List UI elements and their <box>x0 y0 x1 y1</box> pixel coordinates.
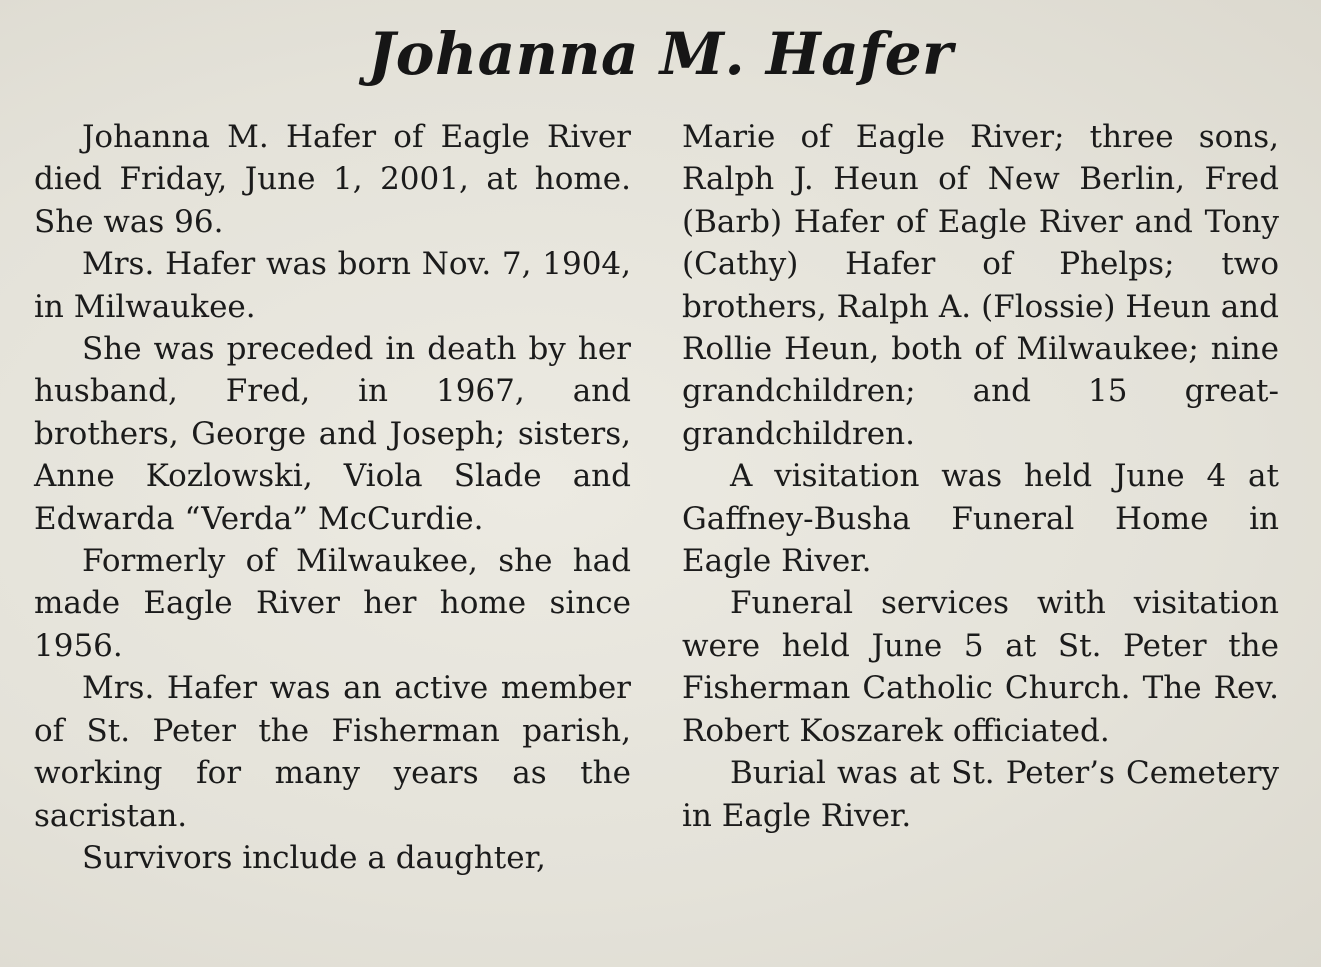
paragraph-visitation: A visitation was held June 4 at Gaffney-Busha Funeral Home in Eagle River. <box>682 458 1279 580</box>
paragraph-survivors-start: Survivors include a daughter, <box>82 839 546 876</box>
paragraph-parish: Mrs. Hafer was an active member of St. Peter the Fisherman parish, working for many years as the sacristan. <box>34 670 631 834</box>
left-column <box>34 116 631 879</box>
paragraph-preceded-in-death: She was preceded in death by her husband, Fred, in 1967, and brothers, George and Joseph; sisters, Anne Kozlowski, Viola Slade and Edwarda “Verda” McCurdie. <box>34 331 631 537</box>
paragraph-burial: Burial was at St. Peter’s Cemetery in Eagle River. <box>682 755 1279 834</box>
paragraph-funeral-services: Funeral services with visitation were held June 5 at St. Peter the Fisherman Catholic Church. The Rev. Robert Koszarek officiated. <box>682 585 1279 749</box>
paragraph-survivors-continued: Marie of Eagle River; three sons, Ralph J. Heun of New Berlin, Fred (Barb) Hafer of Eagle River and Tony (Cathy) Hafer of Phelps; two brothers, Ralph A. (Flossie) Heun and Rollie Heun, both of Milwaukee; nine grandchildren; and 15 great-grandchildren. <box>682 119 1279 452</box>
paragraph-birth: Mrs. Hafer was born Nov. 7, 1904, in Milwaukee. <box>34 246 631 325</box>
paragraph-residence: Formerly of Milwaukee, she had made Eagle River her home since 1956. <box>34 543 631 664</box>
paragraph-death-notice: Johanna M. Hafer of Eagle River died Friday, June 1, 2001, at home. She was 96. <box>34 119 631 240</box>
obituary-headline: Johanna M. Hafer <box>367 20 954 88</box>
right-column <box>682 116 1279 837</box>
